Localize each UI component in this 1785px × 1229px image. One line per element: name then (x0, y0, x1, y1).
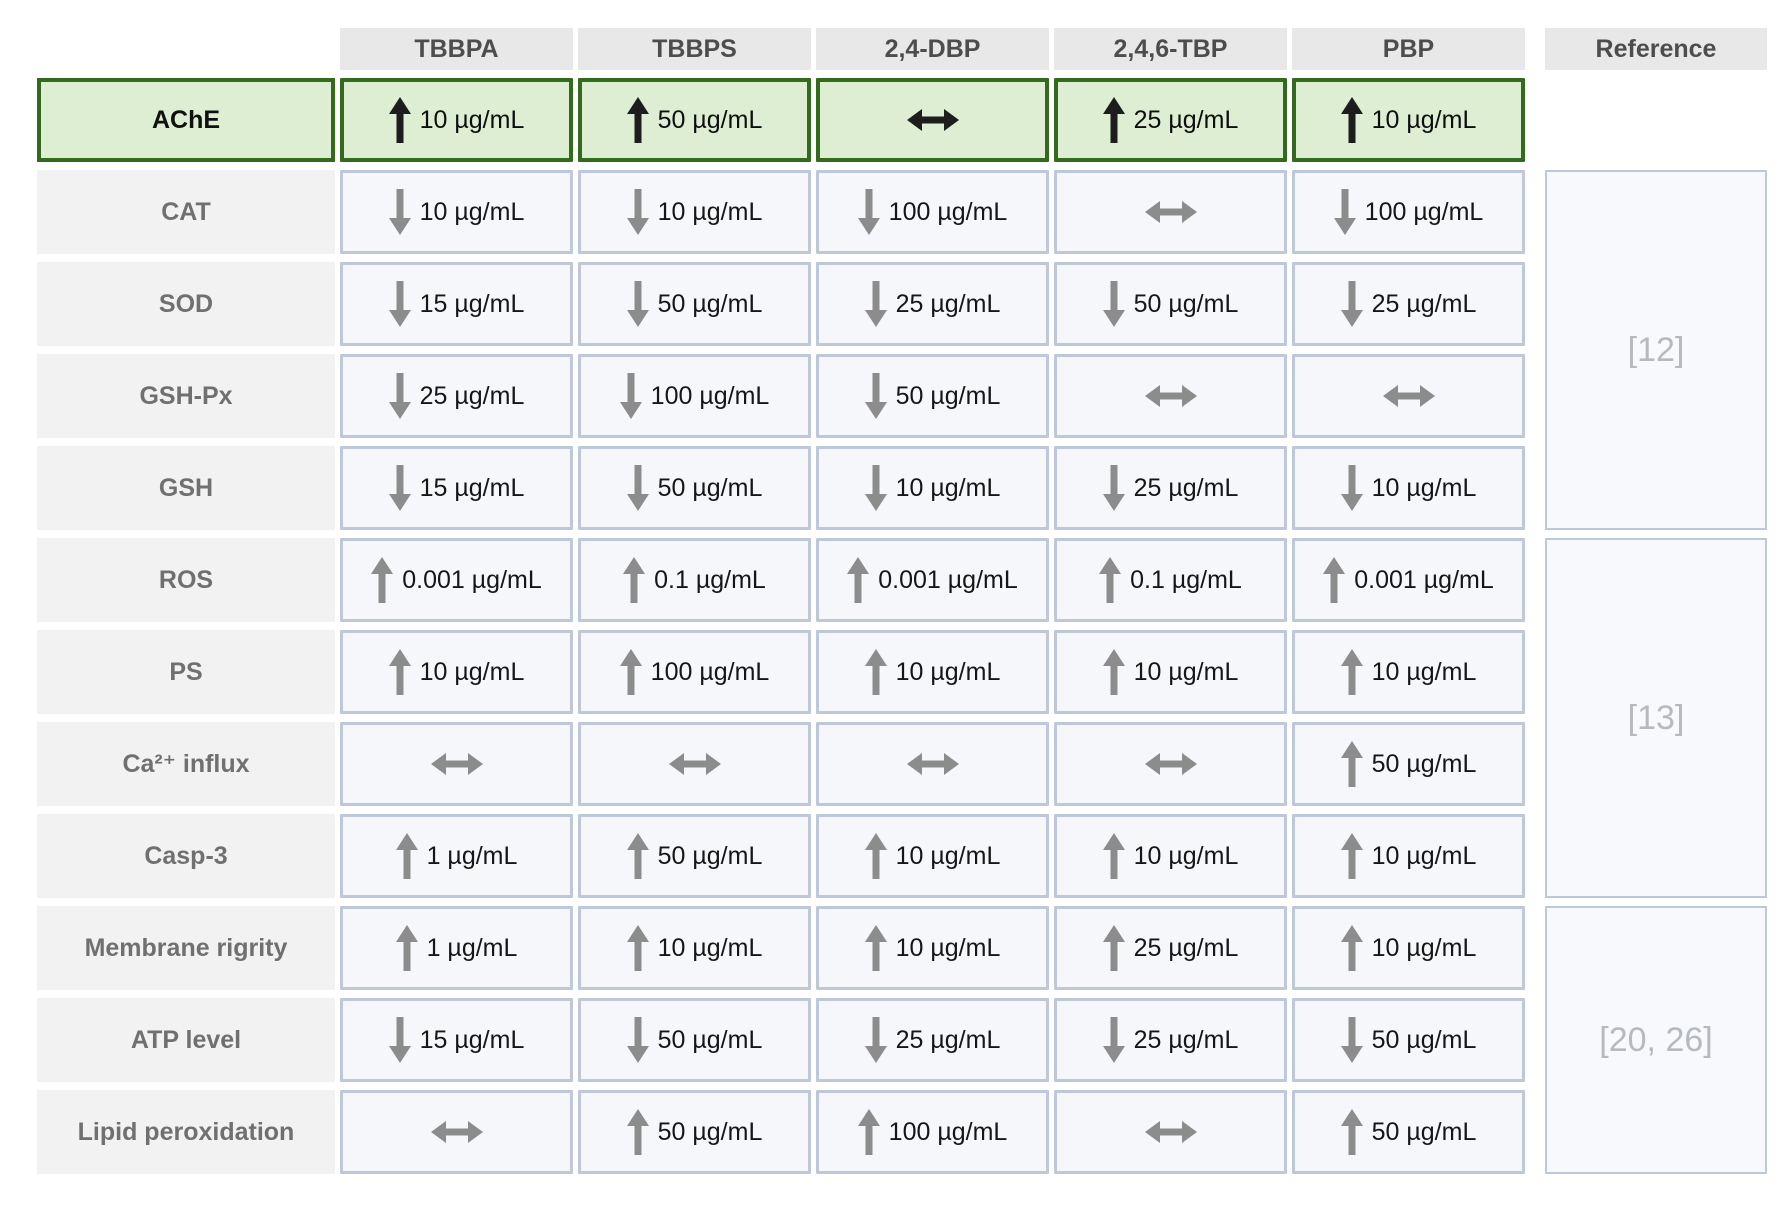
row-label: ROS (37, 538, 335, 622)
data-cell (816, 814, 1049, 898)
cell-value: 10 µg/mL (1133, 657, 1239, 686)
cell-value: 100 µg/mL (888, 1117, 1008, 1146)
both-arrow-icon (431, 1121, 483, 1143)
data-cell (340, 906, 573, 990)
up-arrow-icon (389, 649, 411, 695)
cell-value: 10 µg/mL (419, 105, 525, 134)
cell-value: 50 µg/mL (657, 1117, 763, 1146)
up-arrow-icon (627, 97, 649, 143)
down-arrow-icon (1334, 189, 1356, 235)
data-cell (816, 78, 1049, 162)
data-cell (1054, 814, 1287, 898)
reference-label: [13] (1627, 698, 1685, 737)
data-cell (816, 446, 1049, 530)
up-arrow-icon (371, 557, 393, 603)
data-cell (578, 170, 811, 254)
cell-value: 25 µg/mL (1133, 105, 1239, 134)
cell-value: 50 µg/mL (1371, 1117, 1477, 1146)
cell-value: 0.001 µg/mL (878, 565, 1018, 594)
cell-value: 100 µg/mL (888, 197, 1008, 226)
cell-value: 10 µg/mL (1371, 105, 1477, 134)
data-cell (1292, 538, 1525, 622)
up-arrow-icon (389, 97, 411, 143)
down-arrow-icon (865, 373, 887, 419)
up-arrow-icon (1103, 649, 1125, 695)
both-arrow-icon (1145, 201, 1197, 223)
up-arrow-icon (396, 925, 418, 971)
data-cell (1292, 354, 1525, 438)
data-cell (1054, 630, 1287, 714)
cell-value: 50 µg/mL (1133, 289, 1239, 318)
data-cell (1054, 538, 1287, 622)
data-cell (578, 998, 811, 1082)
data-cell (340, 722, 573, 806)
row-label: Lipid peroxidation (37, 1090, 335, 1174)
data-cell (578, 1090, 811, 1174)
data-cell (578, 538, 811, 622)
data-cell (1292, 1090, 1525, 1174)
data-cell (816, 262, 1049, 346)
data-cell (578, 354, 811, 438)
cell-value: 25 µg/mL (1133, 1025, 1239, 1054)
both-arrow-icon (907, 109, 959, 131)
data-cell (1292, 906, 1525, 990)
cell-value: 10 µg/mL (1371, 657, 1477, 686)
down-arrow-icon (1103, 465, 1125, 511)
cell-value: 10 µg/mL (895, 473, 1001, 502)
data-cell (816, 722, 1049, 806)
column-header-tbbpa: TBBPA (340, 28, 573, 70)
data-cell (1054, 170, 1287, 254)
both-arrow-icon (1145, 1121, 1197, 1143)
data-cell (1292, 630, 1525, 714)
cell-value: 25 µg/mL (1371, 289, 1477, 318)
down-arrow-icon (389, 373, 411, 419)
down-arrow-icon (627, 465, 649, 511)
down-arrow-icon (1103, 281, 1125, 327)
up-arrow-icon (1099, 557, 1121, 603)
reference-box-13 (1545, 538, 1767, 898)
data-cell (1054, 446, 1287, 530)
up-arrow-icon (620, 649, 642, 695)
up-arrow-icon (1341, 833, 1363, 879)
up-arrow-icon (1103, 97, 1125, 143)
cell-value: 10 µg/mL (657, 933, 763, 962)
data-cell (1054, 998, 1287, 1082)
cell-value: 50 µg/mL (657, 105, 763, 134)
cell-value: 10 µg/mL (1371, 933, 1477, 962)
data-cell (1054, 906, 1287, 990)
row-label: Ca²⁺ influx (37, 722, 335, 806)
down-arrow-icon (627, 281, 649, 327)
data-cell (578, 262, 811, 346)
down-arrow-icon (1341, 281, 1363, 327)
data-cell (340, 446, 573, 530)
row-label: SOD (37, 262, 335, 346)
down-arrow-icon (865, 465, 887, 511)
data-cell (578, 630, 811, 714)
both-arrow-icon (669, 753, 721, 775)
cell-value: 25 µg/mL (1133, 933, 1239, 962)
cell-value: 15 µg/mL (419, 289, 525, 318)
data-cell (1292, 814, 1525, 898)
data-cell (340, 1090, 573, 1174)
down-arrow-icon (865, 281, 887, 327)
row-label: CAT (37, 170, 335, 254)
data-cell (1292, 998, 1525, 1082)
data-cell (340, 170, 573, 254)
down-arrow-icon (858, 189, 880, 235)
cell-value: 50 µg/mL (1371, 1025, 1477, 1054)
cell-value: 25 µg/mL (895, 289, 1001, 318)
data-cell (1054, 354, 1287, 438)
both-arrow-icon (1145, 753, 1197, 775)
cell-value: 10 µg/mL (1371, 473, 1477, 502)
cell-value: 50 µg/mL (657, 1025, 763, 1054)
cell-value: 10 µg/mL (895, 933, 1001, 962)
up-arrow-icon (865, 833, 887, 879)
row-label: PS (37, 630, 335, 714)
cell-value: 25 µg/mL (1133, 473, 1239, 502)
data-cell (340, 78, 573, 162)
data-cell (578, 78, 811, 162)
data-cell (340, 262, 573, 346)
column-header-pbp: PBP (1292, 28, 1525, 70)
data-cell (1292, 78, 1525, 162)
cell-value: 10 µg/mL (895, 841, 1001, 870)
cell-value: 10 µg/mL (657, 197, 763, 226)
down-arrow-icon (389, 1017, 411, 1063)
data-cell (578, 722, 811, 806)
up-arrow-icon (1323, 557, 1345, 603)
data-cell (816, 630, 1049, 714)
data-cell (816, 998, 1049, 1082)
cell-value: 100 µg/mL (650, 657, 770, 686)
up-arrow-icon (858, 1109, 880, 1155)
row-label: GSH-Px (37, 354, 335, 438)
data-cell (1292, 446, 1525, 530)
cell-value: 0.001 µg/mL (1354, 565, 1494, 594)
up-arrow-icon (1341, 1109, 1363, 1155)
data-cell (578, 814, 811, 898)
cell-value: 50 µg/mL (1371, 749, 1477, 778)
up-arrow-icon (847, 557, 869, 603)
data-cell (1292, 170, 1525, 254)
column-header-246tbp: 2,4,6-TBP (1054, 28, 1287, 70)
cell-value: 1 µg/mL (426, 933, 518, 962)
up-arrow-icon (1341, 741, 1363, 787)
down-arrow-icon (1103, 1017, 1125, 1063)
up-arrow-icon (1341, 925, 1363, 971)
cell-value: 10 µg/mL (1371, 841, 1477, 870)
reference-label: [12] (1627, 330, 1685, 369)
both-arrow-icon (907, 753, 959, 775)
cell-value: 0.001 µg/mL (402, 565, 542, 594)
data-cell (816, 538, 1049, 622)
data-cell (340, 354, 573, 438)
down-arrow-icon (627, 189, 649, 235)
table-grid (37, 28, 1785, 1174)
column-header-24dbp: 2,4-DBP (816, 28, 1049, 70)
down-arrow-icon (389, 281, 411, 327)
up-arrow-icon (865, 925, 887, 971)
row-label: ATP level (37, 998, 335, 1082)
down-arrow-icon (389, 465, 411, 511)
both-arrow-icon (431, 753, 483, 775)
cell-value: 10 µg/mL (419, 657, 525, 686)
up-arrow-icon (396, 833, 418, 879)
down-arrow-icon (627, 1017, 649, 1063)
cell-value: 15 µg/mL (419, 473, 525, 502)
up-arrow-icon (623, 557, 645, 603)
row-label: GSH (37, 446, 335, 530)
reference-label: [20, 26] (1599, 1020, 1713, 1059)
cell-value: 0.1 µg/mL (654, 565, 766, 594)
down-arrow-icon (1341, 1017, 1363, 1063)
reference-box-12 (1545, 170, 1767, 530)
row-label: Membrane rigrity (37, 906, 335, 990)
cell-value: 25 µg/mL (419, 381, 525, 410)
cell-value: 50 µg/mL (657, 473, 763, 502)
up-arrow-icon (1103, 833, 1125, 879)
up-arrow-icon (627, 833, 649, 879)
cell-value: 1 µg/mL (426, 841, 518, 870)
data-cell (1054, 78, 1287, 162)
data-cell (1054, 1090, 1287, 1174)
cell-value: 15 µg/mL (419, 1025, 525, 1054)
column-header-tbbps: TBBPS (578, 28, 811, 70)
data-cell (816, 906, 1049, 990)
data-cell (1292, 722, 1525, 806)
cell-value: 10 µg/mL (895, 657, 1001, 686)
row-label: AChE (37, 78, 335, 162)
cell-value: 100 µg/mL (1364, 197, 1484, 226)
cell-value: 50 µg/mL (895, 381, 1001, 410)
reference-box-20-26 (1545, 906, 1767, 1174)
cell-value: 10 µg/mL (1133, 841, 1239, 870)
data-cell (816, 354, 1049, 438)
data-cell (1292, 262, 1525, 346)
up-arrow-icon (627, 1109, 649, 1155)
down-arrow-icon (865, 1017, 887, 1063)
data-cell (816, 1090, 1049, 1174)
up-arrow-icon (1341, 649, 1363, 695)
data-cell (816, 170, 1049, 254)
cell-value: 100 µg/mL (650, 381, 770, 410)
both-arrow-icon (1383, 385, 1435, 407)
up-arrow-icon (627, 925, 649, 971)
cell-value: 10 µg/mL (419, 197, 525, 226)
down-arrow-icon (620, 373, 642, 419)
data-cell (578, 446, 811, 530)
both-arrow-icon (1145, 385, 1197, 407)
cell-value: 50 µg/mL (657, 289, 763, 318)
data-cell (340, 630, 573, 714)
cell-value: 25 µg/mL (895, 1025, 1001, 1054)
data-cell (340, 538, 573, 622)
row-label: Casp-3 (37, 814, 335, 898)
up-arrow-icon (865, 649, 887, 695)
up-arrow-icon (1103, 925, 1125, 971)
data-cell (340, 814, 573, 898)
cell-value: 50 µg/mL (657, 841, 763, 870)
down-arrow-icon (1341, 465, 1363, 511)
data-cell (1054, 262, 1287, 346)
data-cell (1054, 722, 1287, 806)
data-cell (340, 998, 573, 1082)
data-cell (578, 906, 811, 990)
up-arrow-icon (1341, 97, 1363, 143)
cell-value: 0.1 µg/mL (1130, 565, 1242, 594)
down-arrow-icon (389, 189, 411, 235)
column-header-reference: Reference (1545, 28, 1767, 70)
